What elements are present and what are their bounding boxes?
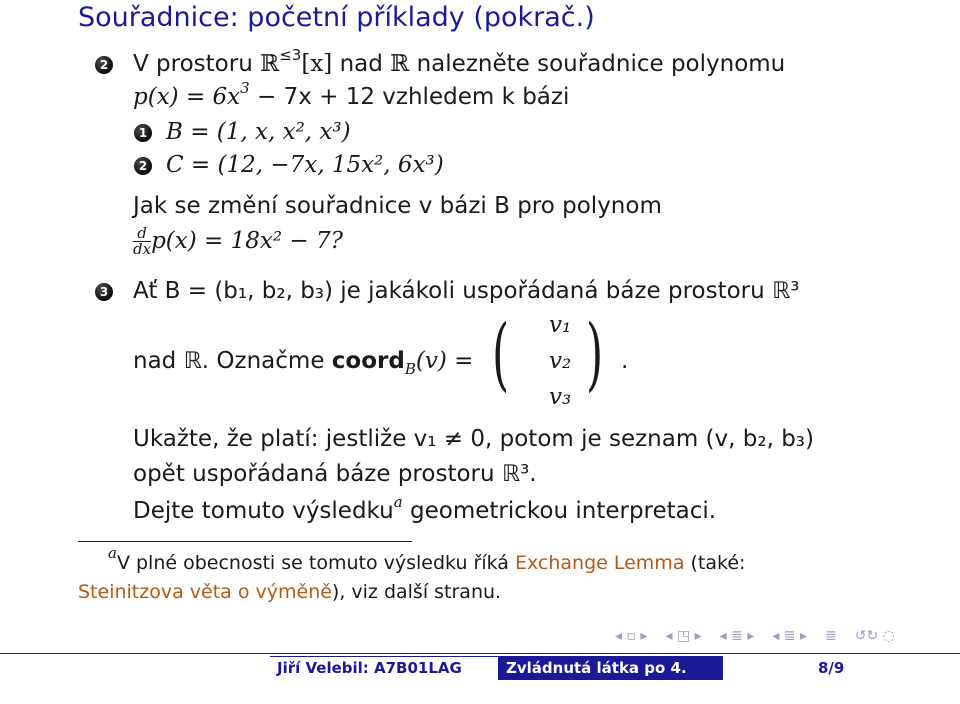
nav-subsection-icon[interactable]: ◂ ◳ ▸: [665, 628, 702, 644]
left-paren: (: [492, 307, 510, 400]
right-paren: ): [586, 307, 604, 400]
exchange-lemma-link[interactable]: Exchange Lemma: [514, 552, 685, 574]
polynomial-rest: − 7x + 12 vzhledem k bázi: [249, 84, 570, 110]
footer-title: Zvládnutá látka po 4. týdnu: [498, 656, 723, 680]
footer-author: Jiří Velebil: A7B01LAG: [277, 659, 462, 677]
derivative-denominator: dx: [133, 240, 152, 258]
space-degree: ≤3: [279, 46, 302, 64]
footer-rule: [0, 653, 960, 654]
derivative-line: [133, 226, 343, 257]
polynomial-line: [133, 79, 570, 112]
subitem-2-number: 2: [134, 157, 152, 175]
problem-2-text-c: nalezněte souřadnice polynomu: [409, 51, 786, 77]
problem-3-line3: Ukažte, že platí: jestliže v₁ ≠ 0, potom je seznam (v, b₂, b₃): [133, 426, 814, 452]
coord-subscript: B: [404, 360, 416, 378]
polynomial-exponent: 3: [240, 79, 250, 97]
slide-title: Souřadnice: početní příklady (pokrač.): [78, 2, 595, 33]
footnote-text-b: (také:: [684, 552, 746, 574]
polynomial-expr: p(x) = 6x: [133, 84, 241, 110]
problem-3-number: 3: [95, 283, 113, 301]
vector-v3: v₃: [549, 384, 572, 410]
problem-3-text-5b: geometrickou interpretaci.: [402, 498, 717, 524]
nav-search-icon[interactable]: ↺↻ ◌: [854, 628, 895, 644]
vector-period: .: [621, 348, 629, 374]
vector-v2: v₂: [549, 348, 572, 374]
steinitz-link[interactable]: Steinitzova věta o výměně: [78, 581, 332, 603]
problem-3-line5: [133, 493, 717, 526]
nav-list-icon[interactable]: ≣: [825, 628, 837, 644]
derivative-fraction: [133, 226, 151, 257]
problem-3-text-5a: Dejte tomuto výsledku: [133, 498, 394, 524]
coord-word: coord: [331, 348, 405, 374]
space-variable: [x]: [301, 51, 333, 77]
derivative-numerator: d: [133, 226, 151, 242]
basis-b: B = (1, x, x², x³): [166, 119, 351, 145]
problem-2-line1: [133, 46, 786, 79]
footer-page-number: 8/9: [818, 659, 845, 677]
beamer-nav: [615, 628, 930, 646]
footnote-mark-ref: a: [393, 493, 403, 511]
footnote-rule: [78, 541, 412, 542]
footnote-text-a: V plné obecnosti se tomuto výsledku říká: [116, 552, 515, 574]
problem-2-text-b: nad: [332, 51, 391, 77]
problem-2-text-a: V prostoru: [133, 51, 261, 77]
problem-2-number: 2: [95, 56, 113, 74]
derivative-expr: p(x) = 18x² − 7?: [151, 228, 343, 254]
question-line: Jak se změní souřadnice v bázi B pro polynom: [133, 193, 662, 219]
basis-c: C = (12, −7x, 15x², 6x³): [166, 152, 444, 178]
space-symbol: ℝ: [260, 51, 280, 77]
footnote-line1: [108, 544, 746, 574]
nav-frame-icon[interactable]: ◂ ▫ ▸: [615, 628, 648, 644]
footnote-line2: [78, 581, 501, 603]
footnote-mark: a: [108, 544, 117, 562]
problem-3-text-a: nad ℝ. Označme: [133, 348, 332, 374]
nav-document-icon[interactable]: ◂ ≣ ▸: [772, 628, 808, 644]
vector-v1: v₁: [549, 312, 572, 338]
subitem-1-number: 1: [134, 124, 152, 142]
coord-arg: (v) =: [415, 348, 474, 374]
footnote-text-c: ), viz další stranu.: [331, 581, 502, 603]
problem-3-line2: [133, 346, 473, 376]
problem-3-line1: Ať B = (b₁, b₂, b₃) je jakákoli uspořádaná báze prostoru ℝ³: [133, 278, 800, 304]
nav-section-icon[interactable]: ◂ ≣ ▸: [719, 628, 755, 644]
field-symbol: ℝ: [390, 51, 410, 77]
coordinate-vector: [492, 296, 629, 416]
problem-3-line4: opět uspořádaná báze prostoru ℝ³.: [133, 461, 537, 487]
